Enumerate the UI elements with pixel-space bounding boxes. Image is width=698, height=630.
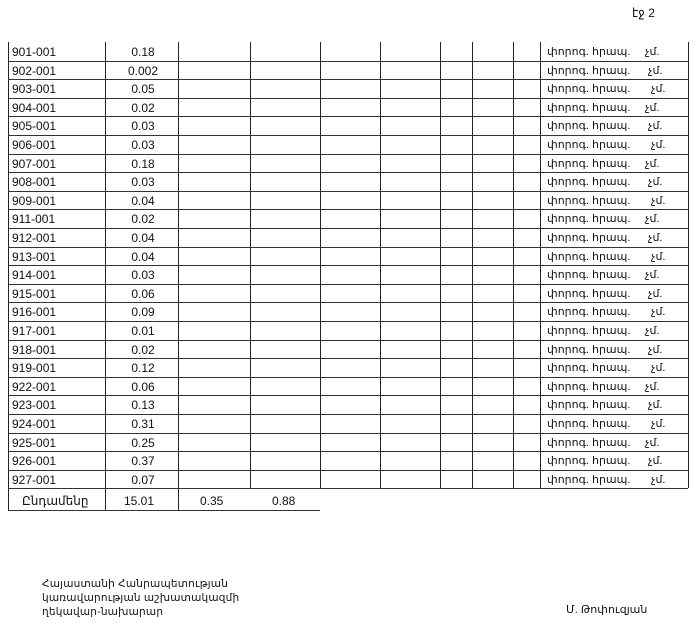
row-value: 0.03 (131, 138, 155, 152)
row-code: 906-001 (12, 138, 57, 152)
row-status: փորոգ. հրապ. (547, 325, 631, 337)
row-divider (8, 488, 688, 489)
row-status: փորոգ. հրապ. (547, 83, 631, 96)
row-code: 917-001 (12, 324, 57, 338)
row-status: փորոգ. հրապ. (547, 176, 631, 189)
row-divider (8, 154, 688, 155)
row-code: 909-001 (12, 193, 57, 208)
grid-column-line (688, 42, 689, 488)
signature-title-line-1: Հայաստանի Հանրապետության (42, 578, 229, 590)
row-code: 918-001 (12, 342, 57, 357)
row-value: 0.06 (131, 286, 155, 301)
row-flag: չմ. (645, 325, 660, 337)
row-flag: չմ. (648, 64, 663, 77)
row-divider (8, 414, 688, 415)
row-code: 908-001 (12, 175, 57, 190)
totals-label: Ընդամենը (22, 494, 89, 509)
row-flag: չմ. (645, 436, 660, 449)
row-value: 0.25 (131, 435, 155, 450)
row-flag: չմ. (648, 232, 663, 244)
row-value: 0.04 (131, 231, 155, 245)
row-divider (8, 98, 688, 99)
row-status: փորոգ. հրապ. (547, 455, 631, 468)
row-flag: չմ. (651, 194, 666, 207)
signature-title-line-2: կառավարության աշխատակազմի (42, 592, 240, 604)
row-code: 916-001 (12, 305, 57, 320)
total-sum-2: 0.35 (200, 494, 224, 509)
row-divider (8, 433, 688, 434)
row-divider (8, 395, 688, 396)
row-divider (8, 116, 688, 117)
row-status: փորոգ. հրապ. (547, 269, 631, 282)
row-code: 925-001 (12, 435, 57, 450)
row-code: 912-001 (12, 231, 57, 245)
row-value: 0.02 (131, 212, 155, 227)
row-code: 914-001 (12, 268, 57, 283)
signature-title-line-3: ղեկավար-նախարար (42, 606, 164, 618)
row-status: փորոգ. հրապ. (547, 120, 631, 133)
row-divider (8, 247, 688, 248)
total-sum-1: 15.01 (124, 494, 155, 509)
row-value: 0.18 (131, 45, 155, 59)
row-value: 0.31 (131, 417, 155, 431)
row-value: 0.04 (131, 193, 155, 208)
row-code: 903-001 (12, 82, 57, 97)
row-flag: չմ. (645, 213, 660, 226)
row-status: փորոգ. հրապ. (547, 213, 631, 226)
row-value: 0.03 (131, 268, 155, 283)
row-status: փորոգ. հրապ. (547, 64, 631, 77)
row-flag: չմ. (648, 455, 663, 468)
row-value: 0.04 (131, 249, 155, 264)
signature-title (42, 577, 239, 619)
row-divider (8, 79, 688, 80)
row-code: 907-001 (12, 156, 57, 171)
row-code: 902-001 (12, 63, 57, 78)
row-divider (8, 284, 688, 285)
row-status: փորոգ. հրապ. (547, 287, 631, 300)
row-flag: չմ. (648, 120, 663, 133)
row-code: 922-001 (12, 379, 57, 394)
row-status: փորոգ. հրապ. (547, 194, 631, 207)
row-divider (8, 470, 688, 471)
row-status: փորոգ. հրապ. (547, 232, 631, 244)
row-value: 0.12 (131, 361, 155, 376)
row-divider (8, 191, 688, 192)
row-value: 0.07 (131, 472, 155, 487)
row-status: փորոգ. հրապ. (547, 399, 631, 412)
row-status: փորոգ. հրապ. (547, 380, 631, 393)
row-code: 919-001 (12, 361, 57, 376)
row-value: 0.01 (131, 324, 155, 338)
row-flag: չմ. (651, 83, 666, 96)
row-status: փորոգ. հրապ. (547, 101, 631, 114)
row-value: 0.37 (131, 454, 155, 469)
row-divider (8, 135, 688, 136)
row-divider (8, 340, 688, 341)
row-divider (8, 302, 688, 303)
row-flag: չմ. (645, 380, 660, 393)
row-flag: չմ. (651, 362, 666, 375)
row-divider (8, 61, 688, 62)
row-flag: չմ. (645, 157, 660, 170)
row-code: 927-001 (12, 472, 57, 487)
row-value: 0.02 (131, 100, 155, 115)
row-flag: չմ. (645, 269, 660, 282)
row-status: փորոգ. հրապ. (547, 250, 631, 263)
row-code: 923-001 (12, 398, 57, 413)
row-divider (8, 377, 688, 378)
row-flag: չմ. (648, 399, 663, 412)
row-value: 0.002 (127, 63, 159, 78)
row-status: փորոգ. հրապ. (547, 306, 631, 319)
row-flag: չմ. (651, 306, 666, 319)
row-status: փորոգ. հրապ. (547, 418, 631, 430)
row-flag: չմ. (651, 139, 666, 151)
row-flag: չմ. (645, 46, 660, 58)
row-value: 0.05 (131, 82, 155, 97)
page-number: էջ 2 (632, 6, 655, 20)
row-flag: չմ. (651, 473, 666, 486)
total-sum-3: 0.88 (272, 494, 296, 509)
row-code: 926-001 (12, 454, 57, 469)
row-flag: չմ. (651, 418, 666, 430)
row-flag: չմ. (651, 250, 666, 263)
row-code: 905-001 (12, 119, 57, 134)
row-status: փորոգ. հրապ. (547, 473, 631, 486)
row-divider (8, 451, 688, 452)
row-flag: չմ. (648, 287, 663, 300)
row-flag: չմ. (645, 101, 660, 114)
row-flag: չմ. (648, 343, 663, 356)
row-value: 0.03 (131, 119, 155, 134)
row-code: 913-001 (12, 249, 57, 264)
grid-column-line (8, 42, 9, 510)
row-status: փորոգ. հրապ. (547, 343, 631, 356)
row-divider (8, 209, 688, 210)
row-divider (8, 358, 688, 359)
row-value: 0.13 (131, 398, 155, 413)
row-value: 0.18 (131, 156, 155, 171)
row-value: 0.09 (131, 305, 155, 320)
row-code: 924-001 (12, 417, 57, 431)
totals-bottom-line (8, 510, 320, 511)
row-status: փորոգ. հրապ. (547, 362, 631, 375)
row-divider (8, 228, 688, 229)
row-divider (8, 321, 688, 322)
row-code: 911-001 (12, 212, 56, 227)
row-code: 904-001 (12, 100, 57, 115)
row-divider (8, 172, 688, 173)
row-status: փորոգ. հրապ. (547, 46, 631, 58)
row-status: փորոգ. հրապ. (547, 139, 631, 151)
row-code: 915-001 (12, 286, 57, 301)
row-value: 0.02 (131, 342, 155, 357)
row-divider (8, 265, 688, 266)
row-value: 0.06 (131, 379, 155, 394)
signature-name: Մ. Թոփուզյան (566, 604, 648, 616)
row-code: 901-001 (12, 45, 57, 59)
row-status: փորոգ. հրապ. (547, 436, 631, 449)
row-flag: չմ. (648, 176, 663, 189)
row-value: 0.03 (131, 175, 155, 190)
row-status: փորոգ. հրապ. (547, 157, 631, 170)
